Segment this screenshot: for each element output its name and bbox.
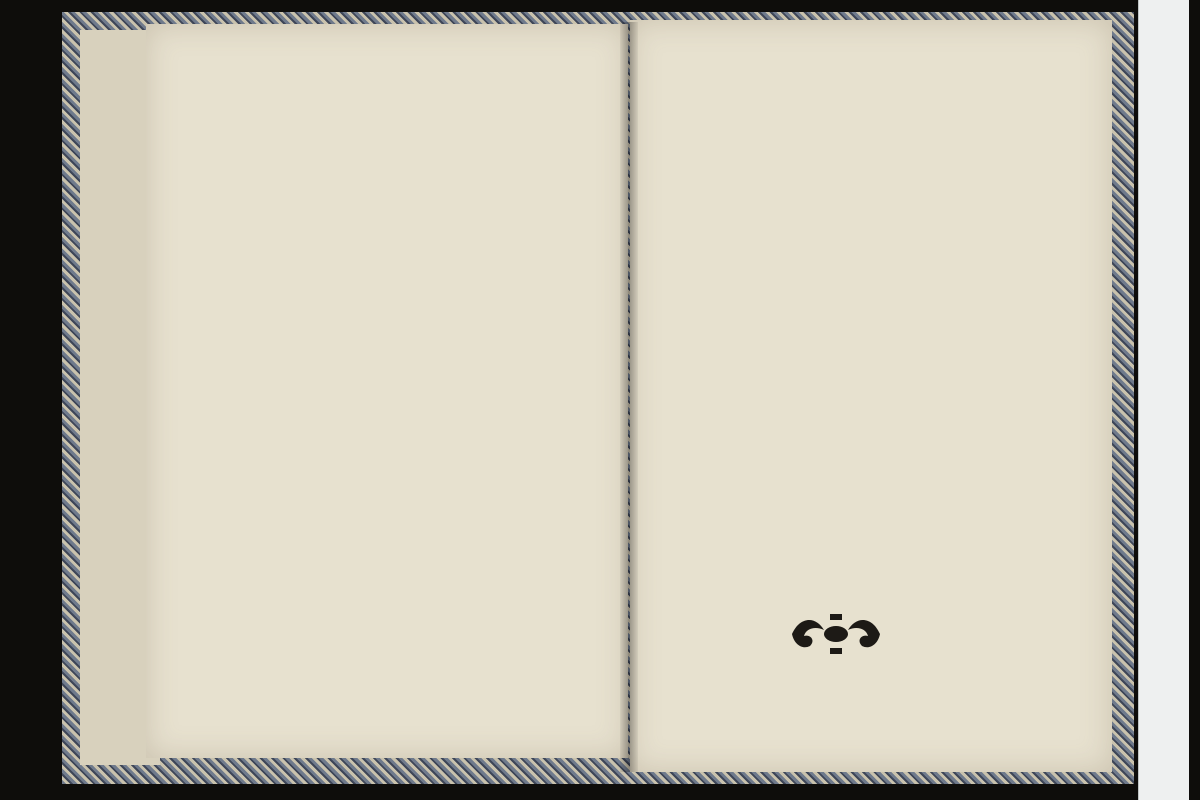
gutter: [620, 22, 638, 772]
text-line: [212, 506, 218, 528]
ornament-icon: [790, 612, 882, 656]
text-line: [212, 181, 218, 203]
text-line: [212, 292, 218, 314]
left-page: [146, 24, 628, 758]
right-page: [630, 20, 1112, 772]
measurement-ruler: [1138, 0, 1189, 800]
text-line: [212, 248, 218, 270]
text-line: [212, 159, 218, 181]
